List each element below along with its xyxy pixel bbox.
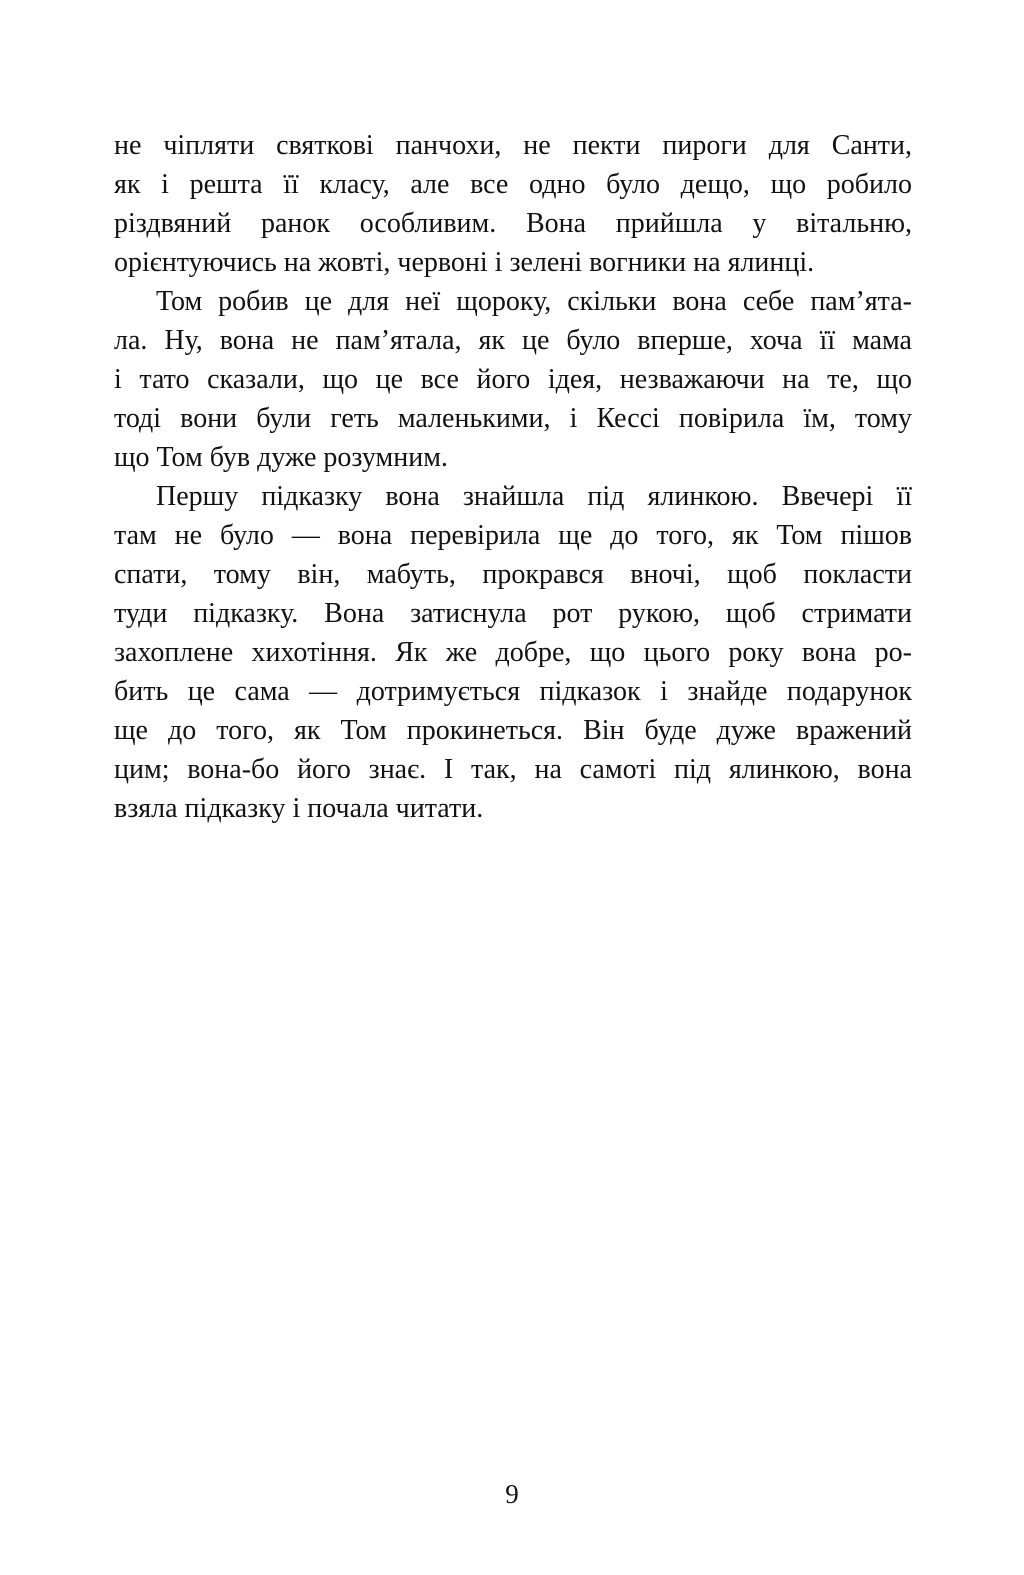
text-line: там не було — вона перевірила ще до того, як Том пішов xyxy=(114,520,912,551)
text-line: не чіпляти святкові панчохи, не пекти пироги для Санти, xyxy=(114,130,912,161)
text-line: цим; вона-бо його знає. І так, на самоті під ялинкою, вона xyxy=(114,754,912,785)
text-line: ла. Ну, вона не пам’ятала, як це було вперше, хоча її мама xyxy=(114,325,912,356)
text-line: що Том був дуже розумним. xyxy=(114,442,448,473)
text-line: спати, тому він, мабуть, прокрався вночі, щоб покласти xyxy=(114,559,912,590)
text-line: Першу підказку вона знайшла під ялинкою. Ввечері її xyxy=(156,481,912,512)
text-line: як і решта її класу, але все одно було дещо, що робило xyxy=(114,169,912,200)
text-line: орієнтуючись на жовті, червоні і зелені вогники на ялинці. xyxy=(114,247,815,278)
text-line: захоплене хихотіння. Як же добре, що цього року вона ро- xyxy=(114,637,912,668)
text-line: різдвяний ранок особливим. Вона прийшла у вітальню, xyxy=(114,208,912,239)
paragraph xyxy=(114,282,912,477)
text-line: бить це сама — дотримується підказок і знайде подарунок xyxy=(114,676,912,707)
text-line: і тато сказали, що це все його ідея, незважаючи на те, що xyxy=(114,364,912,395)
text-line: туди підказку. Вона затиснула рот рукою, щоб стримати xyxy=(114,598,912,629)
paragraph xyxy=(114,126,912,282)
text-line: Том робив це для неї щороку, скільки вона себе пам’ята- xyxy=(156,286,912,317)
text-line: ще до того, як Том прокинеться. Він буде дуже вражений xyxy=(114,715,912,746)
paragraph xyxy=(114,477,912,828)
text-line: взяла підказку і почала читати. xyxy=(114,793,484,824)
body-text xyxy=(114,126,912,828)
page-number: 9 xyxy=(505,1479,519,1509)
text-line: тоді вони були геть маленькими, і Кессі повірила їм, тому xyxy=(114,403,912,434)
